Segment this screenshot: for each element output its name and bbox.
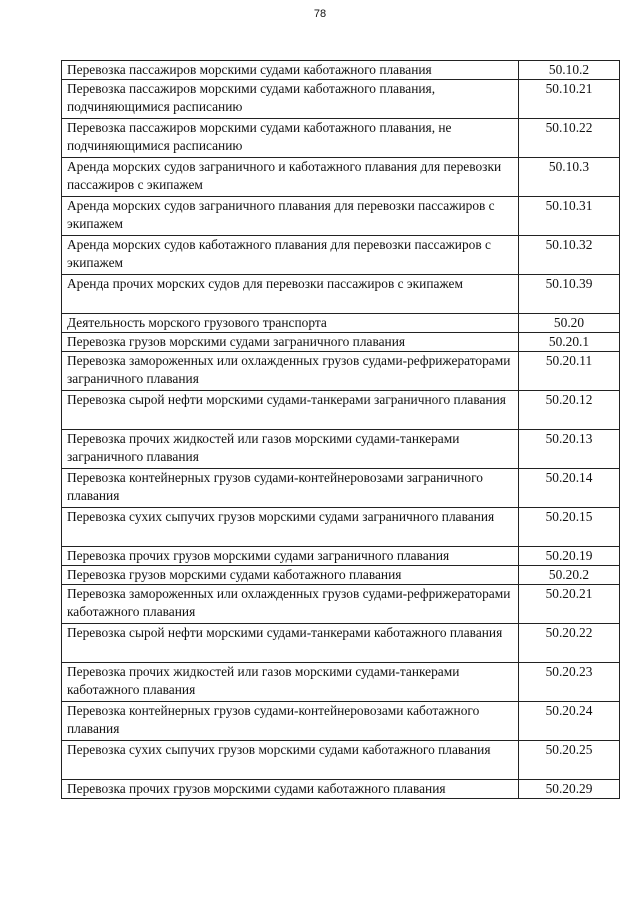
table-row [62, 61, 620, 80]
activity-code: 50.20.14 [519, 469, 620, 508]
activity-code: 50.20.24 [519, 702, 620, 741]
activity-code: 50.20.22 [519, 624, 620, 663]
page-number: 78 [313, 8, 327, 20]
table-row [62, 197, 620, 236]
table-row [62, 469, 620, 508]
activity-code: 50.20.12 [519, 391, 620, 430]
activity-name: Перевозка сухих сыпучих грузов морскими судами каботажного плавания [62, 741, 519, 780]
activity-code: 50.20.21 [519, 585, 620, 624]
activity-name: Перевозка грузов морскими судами каботажного плавания [62, 566, 519, 585]
table-row [62, 624, 620, 663]
activity-name: Аренда морских судов заграничного плавания для перевозки пассажиров с экипажем [62, 197, 519, 236]
activity-code: 50.20.2 [519, 566, 620, 585]
table-row [62, 702, 620, 741]
activity-name: Перевозка прочих грузов морскими судами каботажного плавания [62, 780, 519, 799]
activity-name: Перевозка сырой нефти морскими судами-танкерами каботажного плавания [62, 624, 519, 663]
table-row [62, 158, 620, 197]
activity-name: Аренда морских судов заграничного и каботажного плавания для перевозки пассажиров с экипажем [62, 158, 519, 197]
table-row [62, 80, 620, 119]
activity-name: Перевозка сырой нефти морскими судами-танкерами заграничного плавания [62, 391, 519, 430]
activity-code: 50.20.23 [519, 663, 620, 702]
table-row [62, 585, 620, 624]
activity-name: Перевозка пассажиров морскими судами каботажного плавания, подчиняющимися расписанию [62, 80, 519, 119]
activity-name: Перевозка сухих сыпучих грузов морскими судами заграничного плавания [62, 508, 519, 547]
activity-name: Деятельность морского грузового транспорта [62, 314, 519, 333]
activity-code: 50.10.22 [519, 119, 620, 158]
activity-code: 50.10.31 [519, 197, 620, 236]
table-row [62, 663, 620, 702]
table-row [62, 333, 620, 352]
activity-code: 50.10.2 [519, 61, 620, 80]
table-row [62, 566, 620, 585]
activity-code: 50.20 [519, 314, 620, 333]
activity-code: 50.20.15 [519, 508, 620, 547]
activity-code: 50.20.1 [519, 333, 620, 352]
activity-name: Перевозка прочих жидкостей или газов морскими судами-танкерами заграничного плавания [62, 430, 519, 469]
activity-code-table [61, 60, 620, 799]
table-row [62, 275, 620, 314]
table-row [62, 547, 620, 566]
activity-code: 50.10.3 [519, 158, 620, 197]
table-row [62, 508, 620, 547]
activity-name: Перевозка пассажиров морскими судами каботажного плавания, не подчиняющимися расписанию [62, 119, 519, 158]
activity-name: Перевозка грузов морскими судами заграничного плавания [62, 333, 519, 352]
activity-name: Перевозка контейнерных грузов судами-контейнеровозами заграничного плавания [62, 469, 519, 508]
activity-code: 50.20.19 [519, 547, 620, 566]
activity-code: 50.10.32 [519, 236, 620, 275]
activity-code: 50.20.29 [519, 780, 620, 799]
activity-name: Перевозка прочих жидкостей или газов морскими судами-танкерами каботажного плавания [62, 663, 519, 702]
table-row [62, 741, 620, 780]
activity-name: Перевозка пассажиров морскими судами каботажного плавания [62, 61, 519, 80]
table-row [62, 780, 620, 799]
table-row [62, 352, 620, 391]
table-row [62, 236, 620, 275]
activity-name: Аренда морских судов каботажного плавания для перевозки пассажиров с экипажем [62, 236, 519, 275]
activity-code: 50.20.13 [519, 430, 620, 469]
activity-name: Перевозка замороженных или охлажденных грузов судами-рефрижераторами заграничного плавания [62, 352, 519, 391]
activity-code: 50.20.25 [519, 741, 620, 780]
activity-code: 50.10.39 [519, 275, 620, 314]
activity-name: Перевозка прочих грузов морскими судами заграничного плавания [62, 547, 519, 566]
table-row [62, 119, 620, 158]
activity-code: 50.10.21 [519, 80, 620, 119]
activity-name: Перевозка замороженных или охлажденных грузов судами-рефрижераторами каботажного плавания [62, 585, 519, 624]
activity-name: Перевозка контейнерных грузов судами-контейнеровозами каботажного плавания [62, 702, 519, 741]
table-row [62, 314, 620, 333]
table-row [62, 391, 620, 430]
activity-name: Аренда прочих морских судов для перевозки пассажиров с экипажем [62, 275, 519, 314]
table-row [62, 430, 620, 469]
activity-code: 50.20.11 [519, 352, 620, 391]
